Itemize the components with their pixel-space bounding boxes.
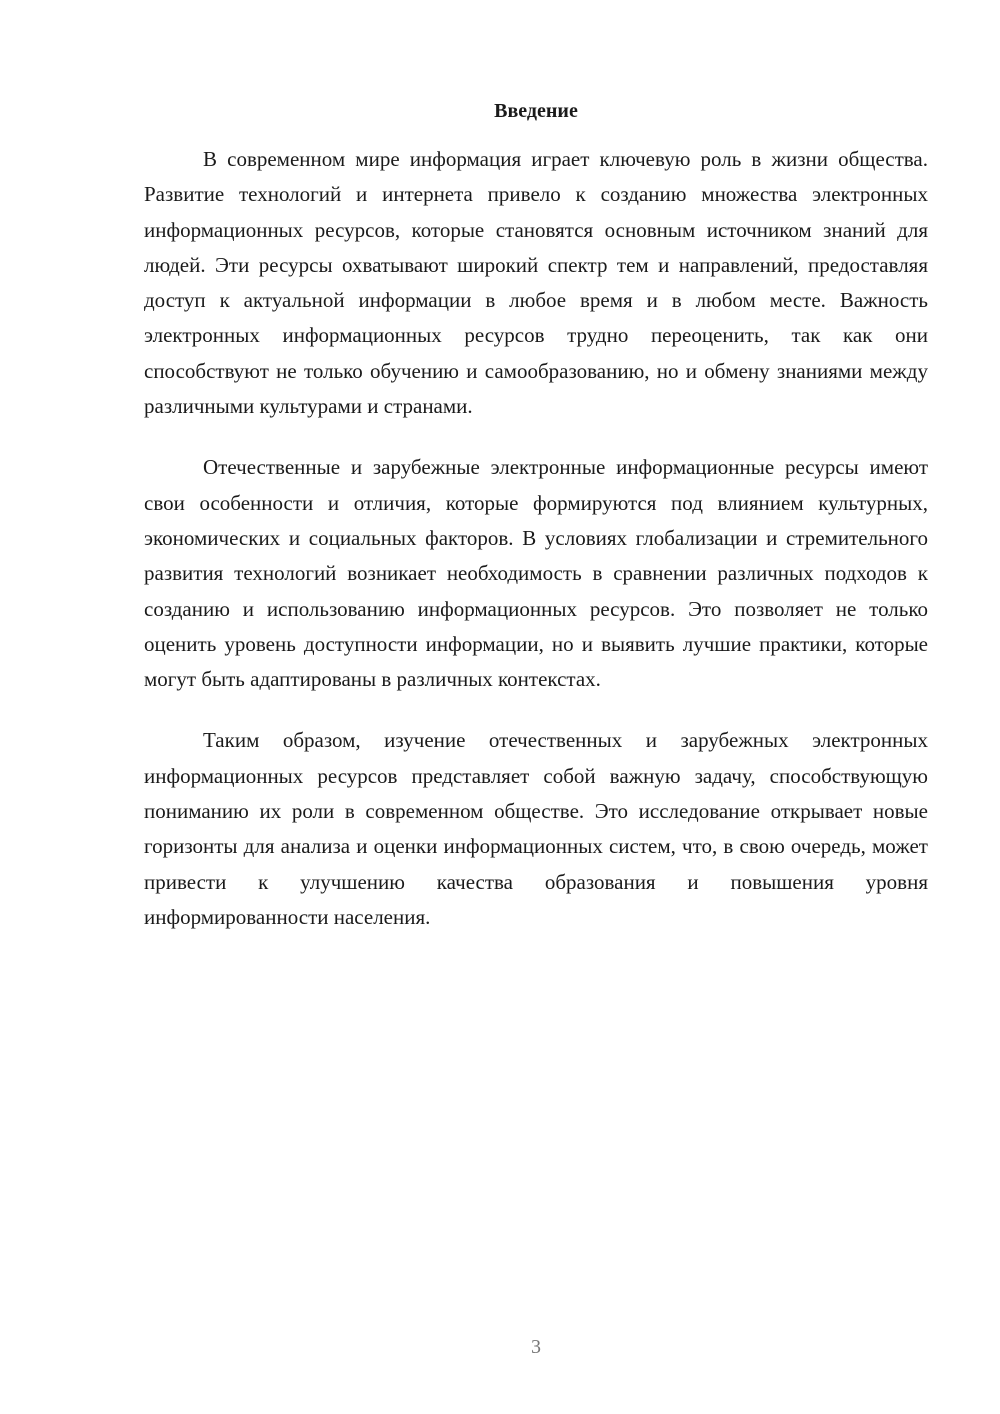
- paragraph-3: Таким образом, изучение отечественных и зарубежных электронных информационных ресурсов представляет собой важную задачу, способствующую пониманию их роли в современном обществе. Это исследование открывает новые горизонты для анализа и оценки информационных систем, что, в свою очередь, может привести к улучшению качества образования и повышения уровня информированности населения.: [144, 728, 928, 929]
- paragraph-2: Отечественные и зарубежные электронные информационные ресурсы имеют свои особенности и отличия, которые формируются под влиянием культурных, экономических и социальных факторов. В условиях глобализации и стремительного развития технологий возникает необходимость в сравнении различных подходов к созданию и использованию информационных ресурсов. Это позволяет не только оценить уровень доступности информации, но и выявить лучшие практики, которые могут быть адаптированы в различных контекстах.: [144, 455, 928, 692]
- body-text: [144, 142, 928, 961]
- paragraph-1: В современном мире информация играет ключевую роль в жизни общества. Развитие технологий и интернета привело к созданию множества электронных информационных ресурсов, которые становятся основным источником знаний для людей. Эти ресурсы охватывают широкий спектр тем и направлений, предоставляя доступ к актуальной информации в любое время и в любом месте. Важность электронных информационных ресурсов трудно переоценить, так как они способствуют не только обучению и самообразованию, но и обмену знаниями между различными культурами и странами.: [144, 147, 928, 419]
- page-number: 3: [531, 1336, 541, 1358]
- section-heading: Введение: [494, 100, 578, 122]
